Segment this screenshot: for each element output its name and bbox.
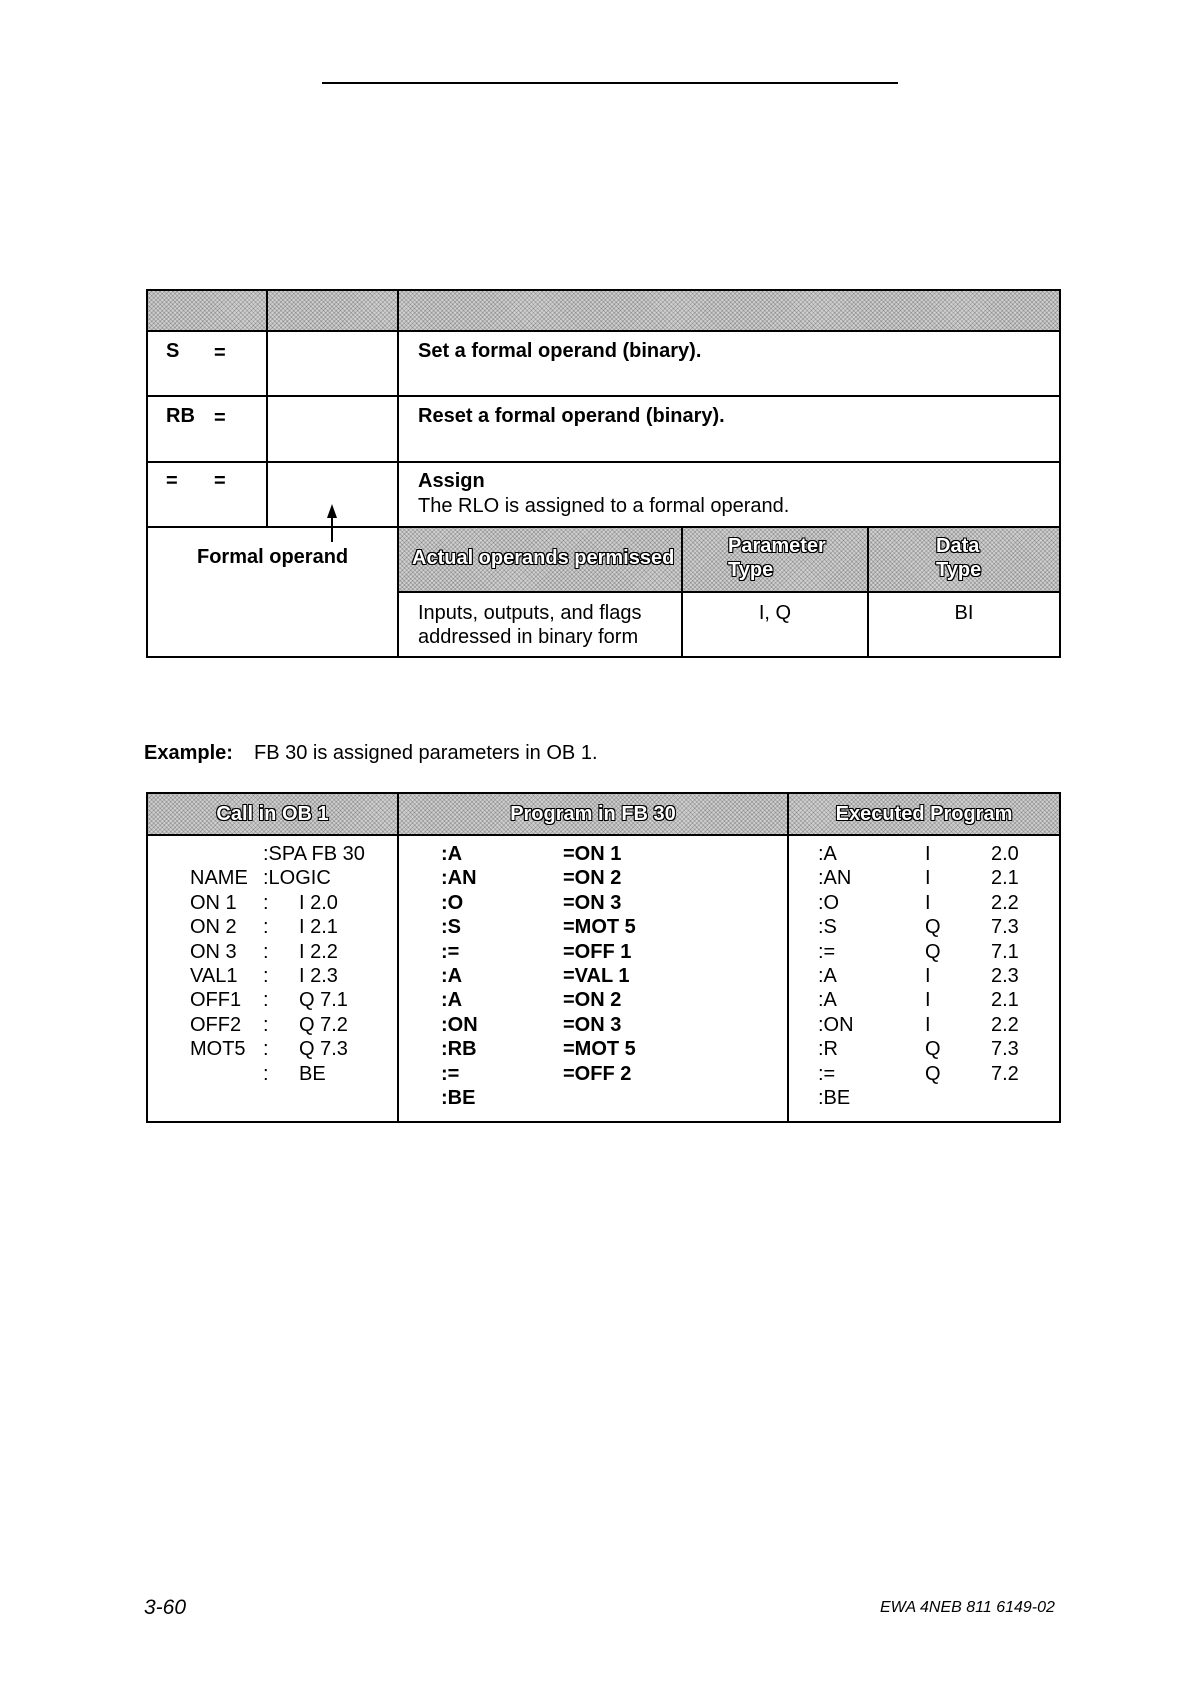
fb-instruction: := — [441, 1062, 460, 1085]
op-mnemonic: S — [166, 340, 180, 362]
operand-cell-actual: Inputs, outputs, and flags addressed in binary form — [418, 602, 642, 648]
fb-operand: =ON 1 — [563, 843, 622, 865]
exec-area: Q — [925, 1062, 941, 1085]
exec-area: Q — [925, 940, 941, 963]
operand-header-data-type: Data Type — [936, 535, 982, 581]
op-equals: = — [214, 407, 226, 429]
page-number: 3-60 — [144, 1596, 187, 1619]
exec-instruction: :O — [818, 891, 840, 914]
call-separator: : — [263, 1013, 269, 1036]
top-rule — [322, 82, 898, 84]
fb-instruction: :O — [441, 891, 464, 914]
operand-cell-param-type: I, Q — [758, 602, 792, 624]
exec-instruction: :ON — [818, 1013, 854, 1036]
exec-instruction: :S — [818, 916, 837, 939]
call-separator: :SPA FB 30 — [263, 843, 365, 865]
call-separator: : — [263, 1038, 269, 1061]
exec-area: I — [925, 989, 931, 1012]
operation-table-header — [147, 290, 1060, 330]
fb-operand: =ON 3 — [563, 1013, 622, 1036]
fb-instruction: :RB — [441, 1038, 477, 1061]
op-mnemonic: RB — [166, 405, 195, 427]
operand-cell-data-type: BI — [954, 602, 974, 624]
exec-address: 2.2 — [991, 891, 1019, 914]
fb-operand: =ON 2 — [563, 867, 622, 890]
op-equals: = — [214, 342, 226, 364]
exec-address: 2.0 — [991, 843, 1019, 865]
exec-area: I — [925, 965, 931, 987]
exec-instruction: :A — [818, 843, 837, 865]
fb-operand: =OFF 1 — [563, 940, 632, 963]
exec-address: 7.1 — [991, 940, 1019, 963]
op-mnemonic: = — [166, 470, 178, 492]
call-param-value: I 2.3 — [299, 965, 338, 987]
call-param-value: Q 7.3 — [299, 1038, 348, 1061]
call-separator: : — [263, 1062, 269, 1085]
call-param-value: Q 7.1 — [299, 989, 348, 1012]
exec-instruction: := — [818, 1062, 836, 1085]
exec-area: I — [925, 1013, 931, 1036]
fb-operand: =MOT 5 — [563, 1038, 636, 1061]
op-description-title: Reset a formal operand (binary). — [418, 405, 725, 427]
exec-instruction: :BE — [818, 1087, 851, 1109]
exec-instruction: :R — [818, 1038, 838, 1061]
fb-instruction: :AN — [441, 867, 477, 890]
fb-instruction: :A — [441, 965, 463, 987]
call-separator: :LOGIC — [263, 867, 331, 890]
call-param-name: ON 2 — [190, 916, 237, 939]
call-param-name: ON 1 — [190, 891, 237, 914]
fb-instruction: :A — [441, 989, 463, 1012]
exec-address: 2.3 — [991, 965, 1019, 987]
exec-area: I — [925, 843, 931, 865]
operand-header-param-type: Parameter Type — [728, 535, 826, 581]
call-separator: : — [263, 940, 269, 963]
call-param-name: ON 3 — [190, 940, 237, 963]
exec-address: 7.3 — [991, 1038, 1019, 1061]
arrow-up-icon — [322, 504, 342, 544]
fb-instruction: :S — [441, 916, 461, 939]
formal-operand-label: Formal operand — [197, 546, 349, 568]
exec-instruction: :A — [818, 965, 837, 987]
call-separator: : — [263, 965, 269, 987]
op-description-title: Assign — [418, 470, 485, 492]
fb-operand: =OFF 2 — [563, 1062, 632, 1085]
document-id: EWA 4NEB 811 6149-02 — [880, 1599, 1055, 1616]
call-separator: : — [263, 891, 269, 914]
exec-instruction: :AN — [818, 867, 852, 890]
fb-operand: =ON 3 — [563, 891, 622, 914]
fb-operand: =VAL 1 — [563, 965, 630, 987]
exec-instruction: := — [818, 940, 836, 963]
call-separator: : — [263, 916, 269, 939]
call-param-value: BE — [299, 1062, 326, 1085]
call-param-name: NAME — [190, 867, 248, 890]
call-param-name: MOT5 — [190, 1038, 246, 1061]
op-equals: = — [214, 470, 226, 492]
header-call-in-ob1: Call in OB 1 — [216, 803, 329, 825]
call-separator: : — [263, 989, 269, 1012]
exec-address: 2.2 — [991, 1013, 1019, 1036]
op-description-text: The RLO is assigned to a formal operand. — [418, 495, 790, 517]
example-label: Example: — [144, 742, 233, 764]
exec-area: I — [925, 891, 931, 914]
exec-area: Q — [925, 916, 941, 939]
exec-area: Q — [925, 1038, 941, 1061]
call-param-value: I 2.0 — [299, 891, 338, 914]
header-program-in-fb30: Program in FB 30 — [510, 803, 676, 825]
exec-address: 7.3 — [991, 916, 1019, 939]
call-param-name: OFF1 — [190, 989, 242, 1012]
fb-operand: =MOT 5 — [563, 916, 636, 939]
call-param-name: VAL1 — [190, 965, 238, 987]
op-description-title: Set a formal operand (binary). — [418, 340, 702, 362]
fb-instruction: := — [441, 940, 460, 963]
operand-header-actual: Actual operands permissed — [412, 547, 675, 569]
exec-address: 2.1 — [991, 867, 1019, 890]
fb-instruction: :BE — [441, 1087, 476, 1109]
header-executed-program: Executed Program — [835, 803, 1013, 825]
call-param-name: OFF2 — [190, 1013, 242, 1036]
fb-operand: =ON 2 — [563, 989, 622, 1012]
exec-address: 7.2 — [991, 1062, 1019, 1085]
exec-address: 2.1 — [991, 989, 1019, 1012]
fb-instruction: :A — [441, 843, 463, 865]
exec-instruction: :A — [818, 989, 837, 1012]
call-param-value: I 2.2 — [299, 940, 338, 963]
call-param-value: Q 7.2 — [299, 1013, 348, 1036]
call-param-value: I 2.1 — [299, 916, 338, 939]
fb-instruction: :ON — [441, 1013, 478, 1036]
exec-area: I — [925, 867, 931, 890]
example-text: FB 30 is assigned parameters in OB 1. — [254, 742, 598, 764]
